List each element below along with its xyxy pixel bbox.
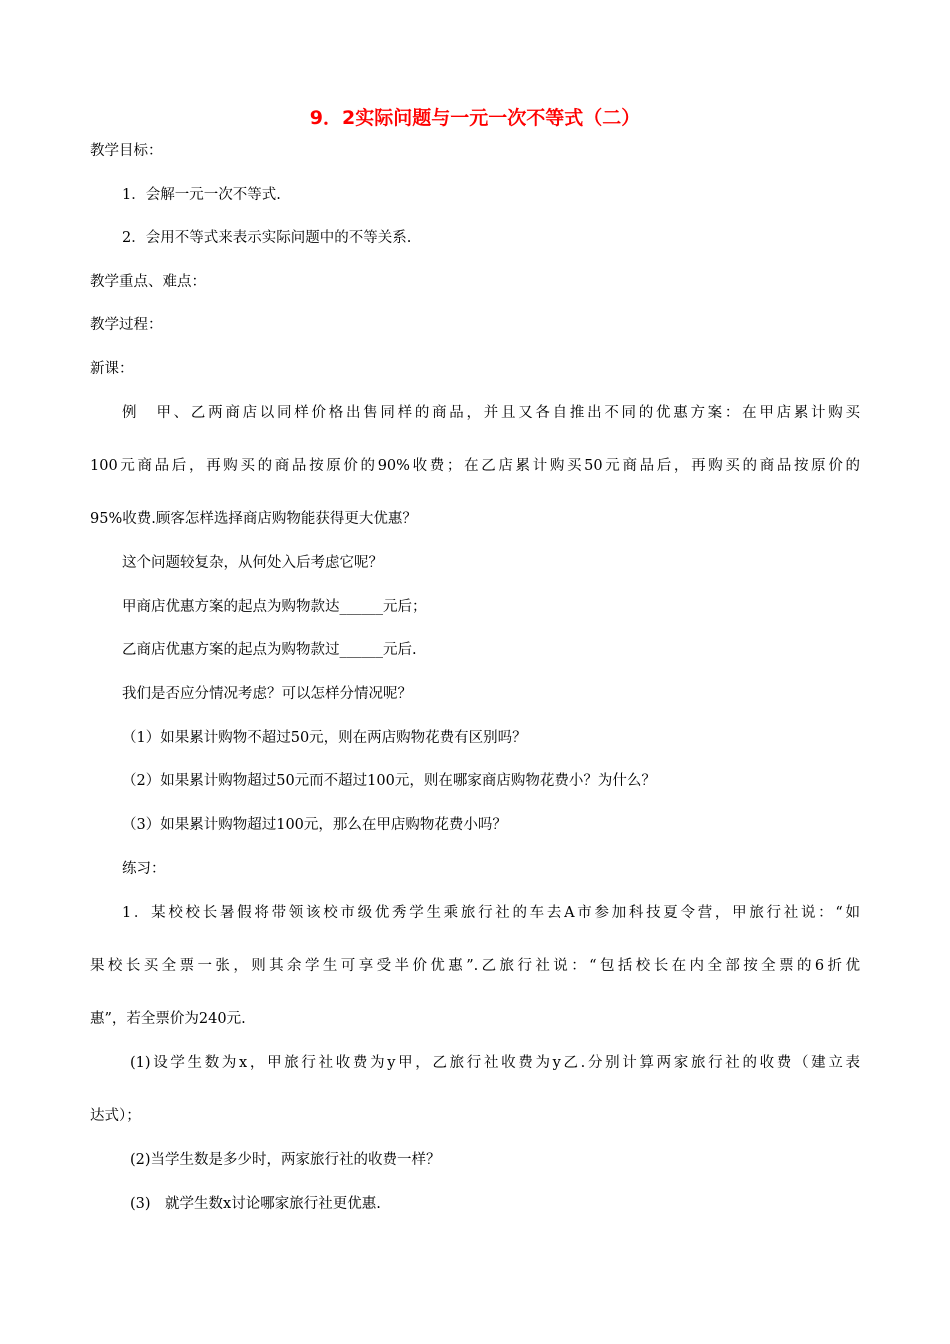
document-title: 9．2实际问题与一元一次不等式（二） — [309, 107, 641, 129]
example-paragraph-line-2: 100元商品后，再购买的商品按原价的90%收费；在乙店累计购买50元商品后，再购买的商品按原价的 — [90, 458, 860, 474]
sub-question-3: (3) 就学生数x讨论哪家旅行社更优惠. — [130, 1196, 381, 1212]
section-heading-objectives: 教学目标： — [90, 143, 163, 159]
question-line: 这个问题较复杂，从何处入后考虑它呢？ — [122, 555, 383, 571]
section-heading-key-points: 教学重点、难点： — [90, 274, 206, 290]
cases-question-line: 我们是否应分情况考虑？可以怎样分情况呢？ — [122, 686, 412, 702]
case-item-1: （1）如果累计购物不超过50元，则在两店购物花费有区别吗？ — [122, 730, 527, 746]
practice-paragraph-line-3: 惠”，若全票价为240元. — [90, 1011, 246, 1027]
store-a-blank-line: 甲商店优惠方案的起点为购物款达______元后； — [122, 599, 427, 615]
practice-paragraph-line-1: 1．某校校长暑假将带领该校市级优秀学生乘旅行社的车去A市参加科技夏令营，甲旅行社说：“如 — [122, 905, 860, 921]
sub-question-1-line-1: (1)设学生数为x，甲旅行社收费为y甲，乙旅行社收费为y乙.分别计算两家旅行社的收费（建立表 — [130, 1055, 860, 1071]
objective-item-2: 2．会用不等式来表示实际问题中的不等关系. — [122, 230, 412, 246]
section-heading-new-lesson: 新课： — [90, 361, 134, 377]
case-item-3: （3）如果累计购物超过100元，那么在甲店购物花费小吗？ — [122, 817, 507, 833]
store-b-blank-line: 乙商店优惠方案的起点为购物款过______元后. — [122, 642, 417, 658]
section-heading-process: 教学过程： — [90, 317, 163, 333]
section-heading-practice: 练习： — [122, 861, 166, 877]
objective-item-1: 1．会解一元一次不等式. — [122, 187, 281, 203]
example-paragraph-line-1: 例 甲、乙两商店以同样价格出售同样的商品，并且又各自推出不同的优惠方案：在甲店累计购买 — [122, 405, 860, 421]
practice-paragraph-line-2: 果校长买全票一张，则其余学生可享受半价优惠”.乙旅行社说：“包括校长在内全部按全票的6折优 — [90, 958, 860, 974]
sub-question-1-line-2: 达式）； — [90, 1108, 141, 1124]
sub-question-2: (2)当学生数是多少时，两家旅行社的收费一样？ — [130, 1152, 441, 1168]
example-paragraph-line-3: 95%收费.顾客怎样选择商店购物能获得更大优惠？ — [90, 511, 417, 527]
case-item-2: （2）如果累计购物超过50元而不超过100元，则在哪家商店购物花费小？为什么？ — [122, 773, 656, 789]
